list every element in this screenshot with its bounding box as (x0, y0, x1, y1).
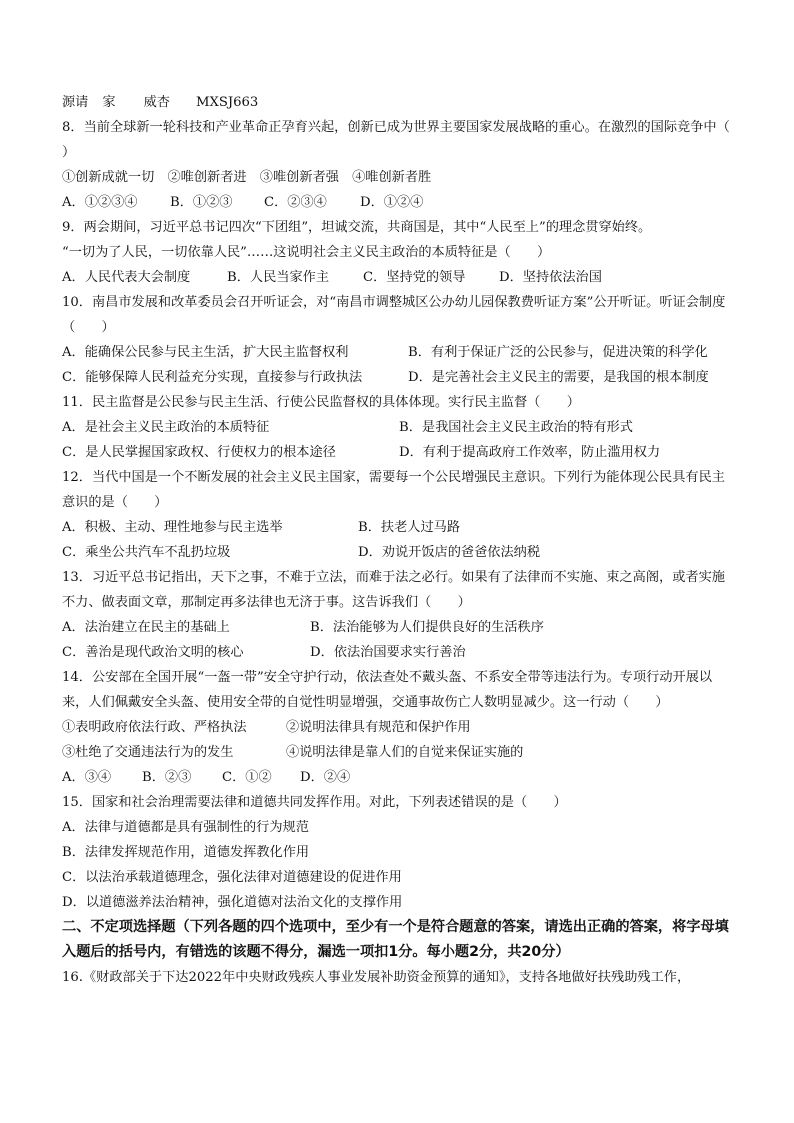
option-b: B．①②③ (170, 195, 233, 210)
question-12-options-cd (62, 540, 734, 565)
header-text-1: 源请 (62, 95, 89, 110)
question-13-options-cd (62, 640, 734, 665)
option-b: B．扶老人过马路 (358, 520, 461, 535)
option-a: A．能确保公民参与民主生活，扩大民主监督权利 (62, 345, 349, 360)
option-d: D．依法治国要求实行善治 (310, 645, 466, 660)
option-c: C．是人民掌握国家政权、行使权力的根本途径 (62, 445, 336, 460)
question-15-option-c: C．以法治承载道德理念，强化法律对道德建设的促进作用 (62, 870, 402, 885)
question-16-stem: 16.《财政部关于下达2022年中央财政残疾人事业发展补助资金预算的通知》，支持各地做好扶残助残工作， (62, 970, 691, 985)
option-d: D．有利于提高政府工作效率，防止滥用权力 (399, 445, 661, 460)
statement-1: ①表明政府依法行政、严格执法 (62, 720, 247, 735)
statement-4: ④说明法律是靠人们的自觉来保证实施的 (286, 745, 524, 760)
question-13-stem: 13．习近平总书记指出，天下之事，不难于立法，而难于法之必行。如果有了法律而不实施、束之高阁，或者实施不力、做表面文章，那制定再多法律也无济于事。这告诉我们（ ） (62, 570, 725, 610)
option-a: A．是社会主义民主政治的本质特征 (62, 420, 270, 435)
question-11-options-ab (62, 415, 734, 440)
question-9-stem-2: “一切为了人民，一切依靠人民”……这说明社会主义民主政治的本质特征是（ ） (62, 245, 551, 260)
header-text-3: 威杏 (143, 95, 170, 110)
option-a: A．法治建立在民主的基础上 (62, 620, 230, 635)
option-a: A．①②③④ (62, 195, 138, 210)
option-b: B．②③ (142, 770, 192, 785)
option-d: D．②④ (300, 770, 351, 785)
question-8-options (62, 190, 734, 215)
question-10-options-ab (62, 340, 734, 365)
question-9-options (62, 265, 734, 290)
option-c: C．乘坐公共汽车不乱扔垃圾 (62, 545, 231, 560)
question-8-stem: 8．当前全球新一轮科技和产业革命正孕育兴起，创新已成为世界主要国家发展战略的重心。在激烈的国际竞争中（ ） (62, 120, 757, 160)
question-14-statements-34 (62, 740, 734, 765)
option-d: D．坚持依法治国 (499, 270, 602, 285)
question-15-option-a: A．法律与道德都是具有强制性的行为规范 (62, 820, 309, 835)
header-text-4: MXSJ663 (195, 95, 259, 110)
question-14-options (62, 765, 734, 790)
question-9-stem-1: 9．两会期间，习近平总书记四次“下团组”，坦诚交流，共商国是，其中“人民至上”的理念贯穿始终。 (62, 220, 652, 235)
header-text-2: 家 (102, 95, 116, 110)
option-a: A．人民代表大会制度 (62, 270, 191, 285)
question-14-statements-12 (62, 715, 734, 740)
question-11-options-cd (62, 440, 734, 465)
question-12-stem: 12．当代中国是一个不断发展的社会主义民主国家，需要每一个公民增强民主意识。下列行为能体现公民具有民主意识的是（ ） (62, 470, 725, 510)
option-c: C．坚持党的领导 (363, 270, 466, 285)
question-10-options-cd (62, 365, 734, 390)
option-c: C．善治是现代政治文明的核心 (62, 645, 244, 660)
question-8-statements: ①创新成就一切 ②唯创新者进 ③唯创新者强 ④唯创新者胜 (62, 170, 432, 185)
statement-2: ②说明法律具有规范和保护作用 (286, 720, 471, 735)
question-15-option-d: D．以道德滋养法治精神，强化道德对法治文化的支撑作用 (62, 895, 403, 910)
option-b: B．是我国社会主义民主政治的特有形式 (399, 420, 633, 435)
question-15-stem: 15．国家和社会治理需要法律和道德共同发挥作用。对此，下列表述错误的是（ ） (62, 795, 567, 810)
statement-3: ③杜绝了交通违法行为的发生 (62, 745, 234, 760)
option-b: B．法治能够为人们提供良好的生活秩序 (310, 620, 544, 635)
option-b: B．有利于保证广泛的公民参与，促进决策的科学化 (408, 345, 708, 360)
question-15-option-b: B．法律发挥规范作用，道德发挥教化作用 (62, 845, 310, 860)
option-d: D．是完善社会主义民主的需要，是我国的根本制度 (408, 370, 709, 385)
option-a: A．③④ (62, 770, 112, 785)
question-11-stem: 11．民主监督是公民参与民主生活、行使公民监督权的具体体现。实行民主监督（ ） (62, 395, 580, 410)
option-d: D．①②④ (360, 195, 424, 210)
option-b: B．人民当家作主 (227, 270, 330, 285)
section-2-title: 二、不定项选择题（下列各题的四个选项中，至少有一个是符合题意的答案，请选出正确的答案，将字母填入题后的括号内，有错选的该题不得分，漏选一项扣1分。每小题2分，共20分） (62, 919, 729, 960)
page-header (62, 90, 734, 115)
question-14-stem: 14．公安部在全国开展“一盔一带”安全守护行动，依法查处不戴头盔、不系安全带等违法行为。专项行动开展以来，人们佩戴安全头盔、使用安全带的自觉性明显增强，交通事故伤亡人数明显减少。这一行动（ ） (62, 670, 713, 710)
question-12-options-ab (62, 515, 734, 540)
question-13-options-ab (62, 615, 734, 640)
question-10-stem: 10．南昌市发展和改革委员会召开听证会，对“南昌市调整城区公办幼儿园保教费听证方案”公开听证。听证会制度（ ） (62, 295, 726, 335)
option-c: C．①② (222, 770, 272, 785)
option-c: C．能够保障人民利益充分实现，直接参与行政执法 (62, 370, 363, 385)
option-a: A．积极、主动、理性地参与民主选举 (62, 520, 283, 535)
exam-page (62, 90, 757, 990)
option-c: C．②③④ (264, 195, 327, 210)
option-d: D．劝说开饭店的爸爸依法纳税 (358, 545, 541, 560)
